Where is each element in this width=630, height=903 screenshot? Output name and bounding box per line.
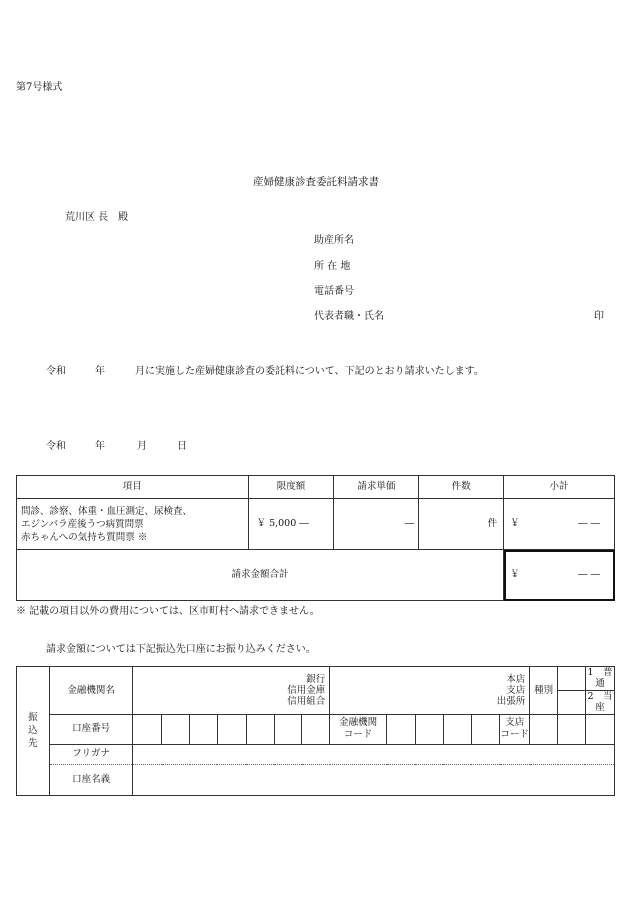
branch-code-label: 支店 コード — [500, 714, 530, 744]
representative-label: 代表者職・氏名 — [314, 311, 384, 322]
kind-check-1[interactable] — [558, 667, 586, 691]
account-kind-label: 種別 — [530, 667, 558, 715]
addressee: 荒川区 長 殿 — [65, 212, 129, 223]
branch-name-field[interactable] — [330, 667, 530, 715]
transfer-side-text: 振込先 — [28, 712, 38, 750]
account-holder-label: 口座名義 — [49, 764, 133, 795]
bank-name-field[interactable] — [133, 667, 330, 715]
body-text: 月に実施した産婦健康診査の委託料について、下記のとおり請求いたします。 — [135, 366, 484, 377]
institution-label: 助産所名 — [314, 235, 354, 246]
bank-code-digit[interactable] — [415, 714, 443, 744]
address-label: 所 在 地 — [314, 261, 351, 272]
subtotal-yen: ￥ — [510, 518, 520, 530]
header-item: 項目 — [17, 476, 249, 499]
branch-type-branch: 支店 — [506, 684, 526, 696]
unit-price: ― — [334, 499, 419, 550]
furigana-label: フリガナ — [49, 744, 133, 764]
account-digit[interactable] — [302, 714, 330, 744]
header-limit: 限度額 — [248, 476, 334, 499]
total-label: 請求金額合計 — [17, 550, 504, 601]
item-line: 問診、診察、体重・血圧測定、尿検査、 — [21, 505, 193, 517]
total-yen: ￥ — [510, 569, 520, 581]
account-number-label: 口座番号 — [49, 714, 133, 744]
branch-code-digit[interactable] — [585, 714, 614, 744]
bank-name-label: 金融機関名 — [49, 667, 133, 715]
bank-code-digit[interactable] — [387, 714, 416, 744]
kind-option-2: 2 当座 — [585, 690, 614, 714]
count-unit: 件 — [419, 499, 504, 550]
date-month: 月 — [137, 441, 147, 452]
subtotal-dash: ― ― — [577, 518, 600, 530]
bank-type-shinkin: 信用金庫 — [287, 684, 326, 696]
bank-code-label: 金融機関 コード — [330, 714, 387, 744]
date-era: 令和 — [46, 441, 66, 452]
kind-check-2[interactable] — [558, 690, 586, 714]
account-digit[interactable] — [190, 714, 218, 744]
branch-code-digit[interactable] — [558, 714, 586, 744]
furigana-field[interactable] — [133, 744, 615, 764]
account-digit[interactable] — [246, 714, 274, 744]
header-subtotal: 小計 — [504, 476, 615, 499]
document-title: 産婦健康診査委託料請求書 — [253, 176, 379, 188]
account-digit[interactable] — [274, 714, 302, 744]
item-line: エジンバラ産後うつ病質問票 — [21, 518, 144, 530]
limit-amount: ￥ 5,000 ― — [248, 499, 334, 550]
account-holder-field[interactable] — [133, 764, 615, 795]
branch-code-digit[interactable] — [530, 714, 558, 744]
body-era: 令和 — [46, 366, 66, 377]
branch-type-office: 出張所 — [496, 695, 526, 707]
phone-label: 電話番号 — [314, 286, 354, 297]
kind-option-1: 1 普通 — [585, 667, 614, 691]
date-year: 年 — [95, 441, 105, 452]
branch-type-main: 本店 — [506, 673, 526, 685]
bank-code-digit[interactable] — [443, 714, 471, 744]
total-dash: ― ― — [577, 569, 600, 581]
note: ※ 記載の項目以外の費用については、区市町村へ請求できません。 — [16, 606, 320, 617]
transfer-side-label — [17, 667, 50, 796]
header-count: 件数 — [419, 476, 504, 499]
item-line: 赤ちゃんへの気持ち質問票 ※ — [21, 531, 148, 543]
bank-code-digit[interactable] — [471, 714, 500, 744]
claim-table — [16, 475, 615, 601]
bank-table — [16, 666, 615, 796]
body-year: 年 — [95, 366, 105, 377]
item-description — [17, 499, 249, 550]
header-unit-price: 請求単価 — [334, 476, 419, 499]
account-digit[interactable] — [162, 714, 190, 744]
bank-type-bank: 銀行 — [306, 673, 326, 685]
account-digit[interactable] — [217, 714, 246, 744]
transfer-instruction: 請求金額については下記振込先口座にお振り込みください。 — [46, 644, 316, 655]
bank-type-kumiai: 信用組合 — [287, 695, 326, 707]
seal-label: 印 — [594, 311, 604, 322]
date-day: 日 — [177, 441, 187, 452]
total-cell — [504, 550, 615, 601]
form-number: 第7号様式 — [16, 82, 63, 93]
account-digit[interactable] — [133, 714, 162, 744]
subtotal-cell — [504, 499, 615, 550]
